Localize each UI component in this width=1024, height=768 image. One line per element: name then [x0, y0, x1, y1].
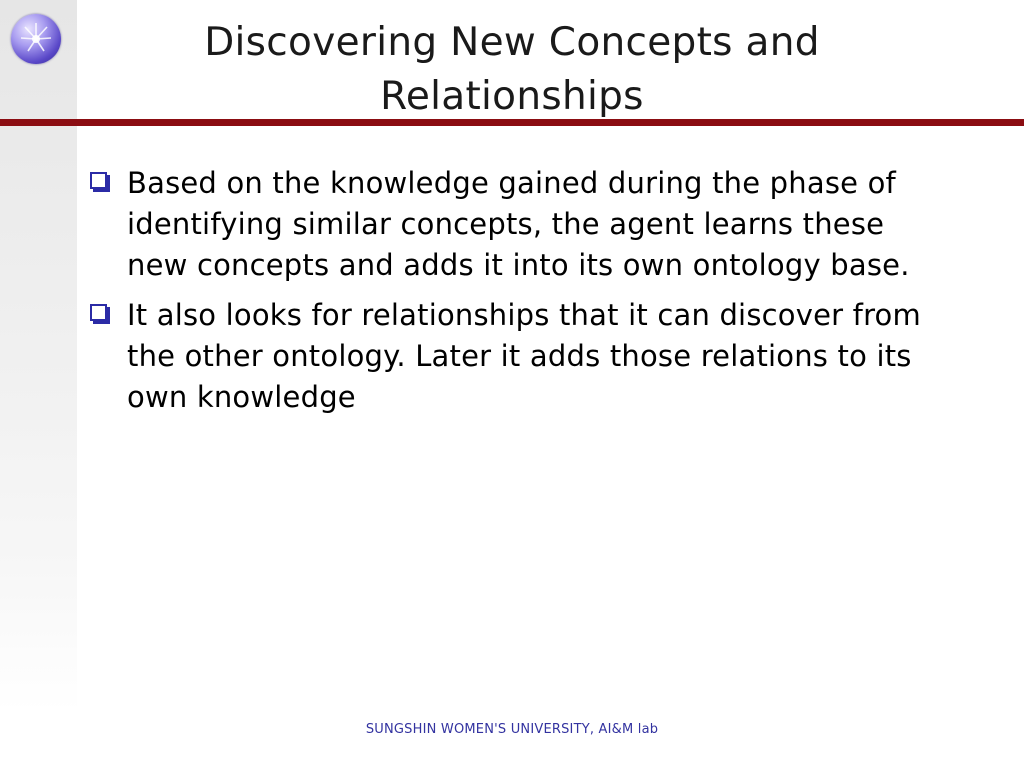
bullet-text: Based on the knowledge gained during the phase of identifying similar concepts, the agent learns these new concepts and adds it into its own ontology base.	[127, 166, 910, 282]
left-gradient-band	[0, 0, 77, 712]
bullet-text: It also looks for relationships that it can discover from the other ontology. Later it adds those relations to its own knowledge	[127, 298, 921, 414]
bullet-item	[90, 295, 950, 418]
hollow-square-bullet-icon	[90, 304, 107, 321]
university-emblem-icon	[11, 14, 61, 64]
bullet-item	[90, 163, 950, 286]
slide-title-line-2: Relationships	[380, 74, 644, 119]
bullet-list	[90, 163, 950, 427]
hollow-square-bullet-icon	[90, 172, 107, 189]
slide-title-line-1: Discovering New Concepts and	[204, 20, 820, 65]
slide-footer: SUNGSHIN WOMEN'S UNIVERSITY, AI&M lab	[365, 722, 659, 737]
slide-title	[80, 16, 944, 124]
title-divider	[0, 119, 1024, 126]
